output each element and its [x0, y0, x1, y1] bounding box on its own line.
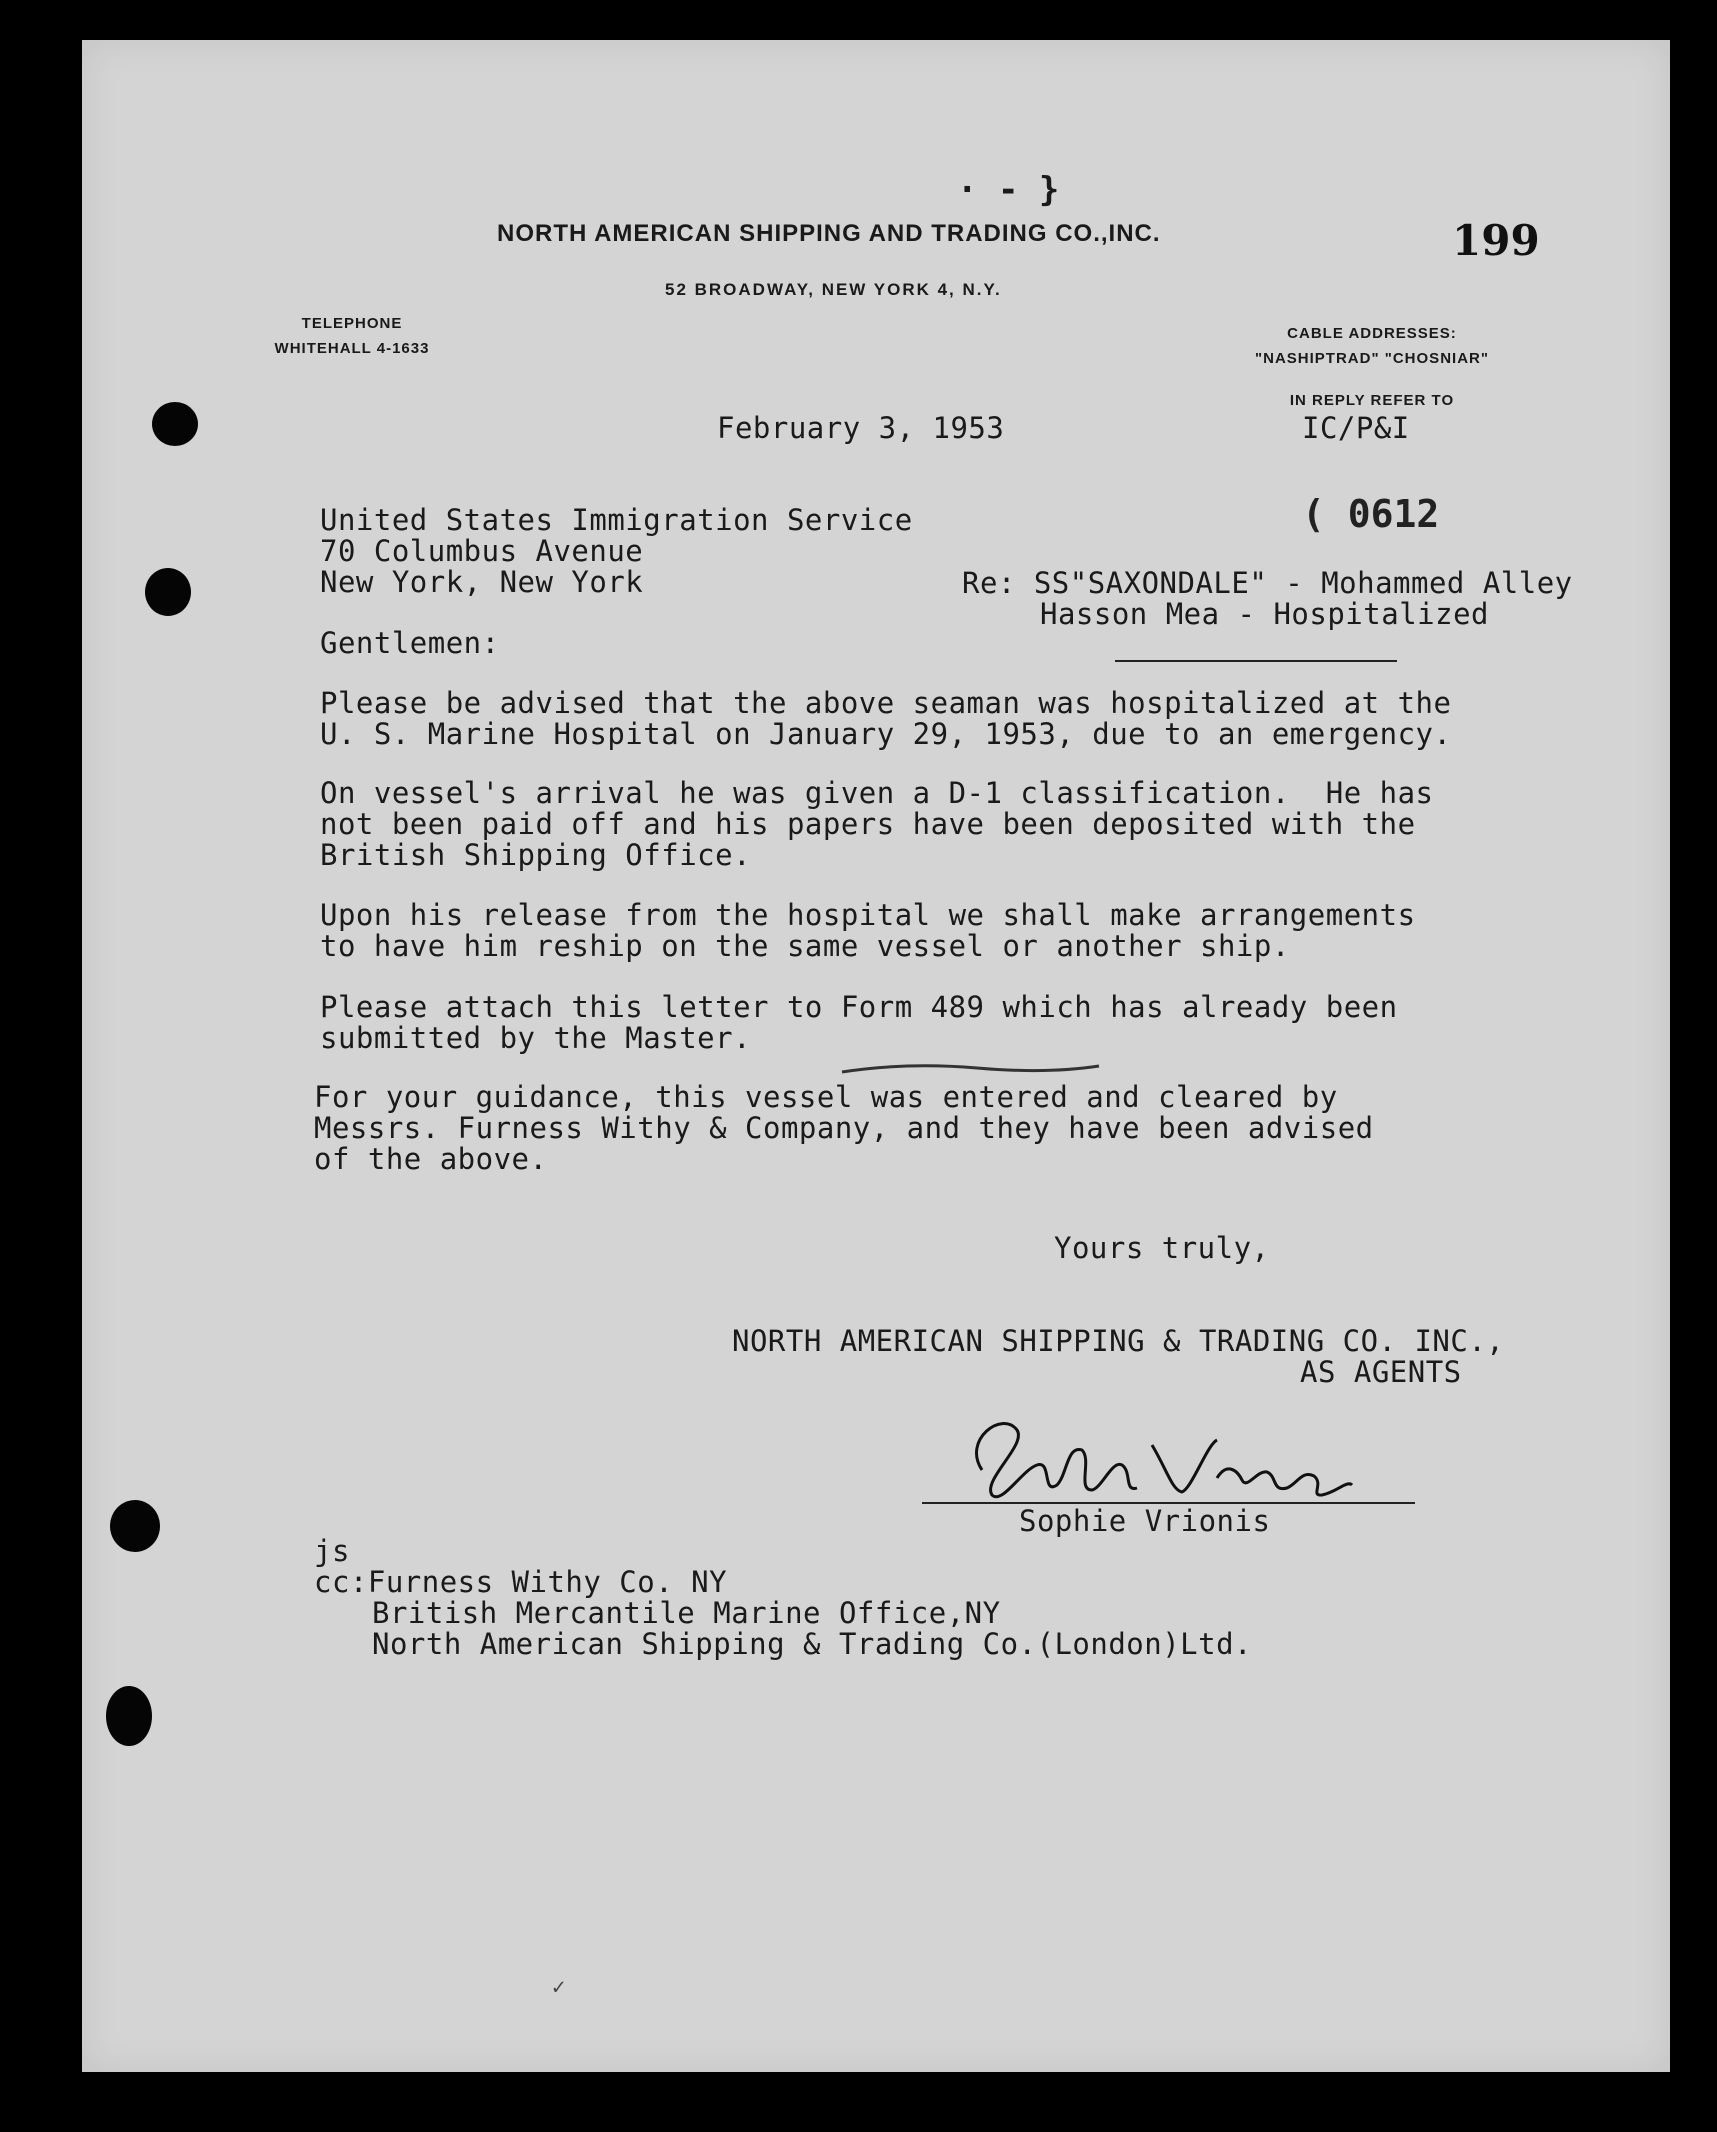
telephone-label: TELEPHONE [301, 315, 403, 332]
recipient-line: United States Immigration Service [320, 503, 913, 537]
body-line: to have him reship on the same vessel or another ship. [320, 929, 1290, 963]
subject-line: Re: SS"SAXONDALE" - Mohammed Alley [962, 566, 1573, 600]
body-line: U. S. Marine Hospital on January 29, 1953, due to an emergency. [320, 717, 1452, 751]
closing: Yours truly, [1054, 1231, 1270, 1265]
punch-hole [110, 1500, 160, 1552]
company-address: 52 BROADWAY, NEW YORK 4, N.Y. [665, 280, 1002, 299]
body-line: Please be advised that the above seaman was hospitalized at the [320, 686, 1452, 720]
pencil-underline [837, 1060, 1107, 1080]
signature-role: AS AGENTS [1300, 1355, 1462, 1389]
cc-line: cc:Furness Withy Co. NY [314, 1565, 728, 1599]
subject-line: Hasson Mea - Hospitalized [1040, 597, 1489, 631]
punch-hole [145, 568, 191, 616]
recipient-line: 70 Columbus Avenue [320, 534, 644, 568]
recipient-line: New York, New York [320, 565, 644, 599]
cc-line: North American Shipping & Trading Co.(London)Ltd. [372, 1627, 1253, 1661]
body-line: British Shipping Office. [320, 838, 752, 872]
body-line: On vessel's arrival he was given a D-1 classification. He has [320, 776, 1434, 810]
body-line: not been paid off and his papers have been deposited with the [320, 807, 1416, 841]
punch-hole [152, 402, 198, 446]
body-line: Upon his release from the hospital we shall make arrangements [320, 898, 1416, 932]
stray-mark: · - } [957, 170, 1060, 210]
body-line: submitted by the Master. [320, 1021, 752, 1055]
pencil-check-mark: ✓ [552, 1975, 566, 2000]
file-number-stamp: ( 0612 [1302, 492, 1440, 536]
letter-sheet [82, 40, 1670, 2072]
salutation: Gentlemen: [320, 626, 500, 660]
reply-reference: IC/P&I [1302, 411, 1410, 445]
signature-company: NORTH AMERICAN SHIPPING & TRADING CO. INC., [732, 1324, 1505, 1358]
page-number: 199 [1452, 216, 1540, 265]
letter-date: February 3, 1953 [717, 411, 1005, 445]
typist-initials: js [314, 1534, 350, 1568]
cable-addresses: "NASHIPTRAD" "CHOSNIAR" [1255, 350, 1489, 367]
subject-underline [1115, 660, 1397, 662]
body-line: of the above. [314, 1142, 548, 1176]
body-line: Messrs. Furness Withy & Company, and they have been advised [314, 1111, 1374, 1145]
signer-name: Sophie Vrionis [1019, 1504, 1271, 1538]
punch-hole [106, 1686, 152, 1746]
reply-label: IN REPLY REFER TO [1289, 392, 1455, 409]
cable-label: CABLE ADDRESSES: [1287, 325, 1457, 342]
body-line: Please attach this letter to Form 489 which has already been [320, 990, 1398, 1024]
telephone-number: WHITEHALL 4-1633 [274, 340, 430, 357]
company-name: NORTH AMERICAN SHIPPING AND TRADING CO.,INC. [497, 220, 1161, 247]
body-line: For your guidance, this vessel was entered and cleared by [314, 1080, 1338, 1114]
cc-line: British Mercantile Marine Office,NY [372, 1596, 1001, 1630]
